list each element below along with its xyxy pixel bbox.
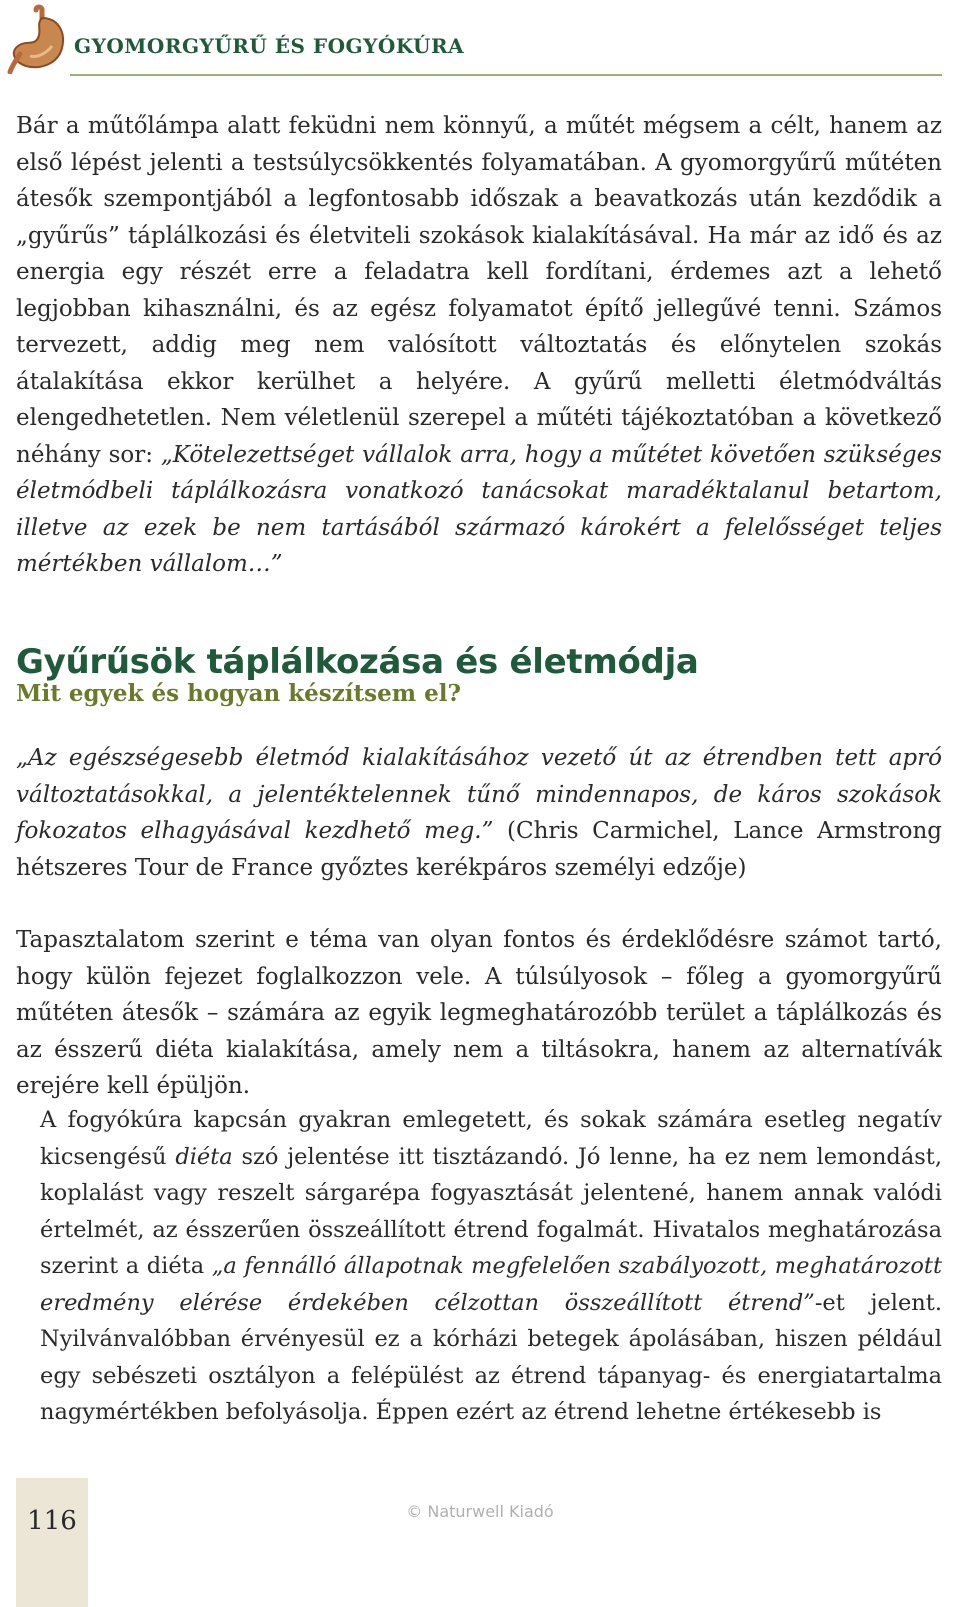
quote-paragraph xyxy=(16,740,942,886)
publisher-credit: © Naturwell Kiadó xyxy=(406,1502,554,1521)
intro-text: Bár a műtőlámpa alatt feküdni nem könnyű, a műtét mégsem a célt, hanem az első lépést jelenti a testsúlycsökkentés folyamatában. A gyomorgyűrű műtéten átesők szempontjából a legfontosabb időszak a beavatkozás után kezdődik a „gyűrűs” táplálkozási és életviteli szokások kialakításával. Ha már az idő és az energia egy részét erre a feladatra kell fordítani, érdemes azt a lehető legjobban kihasználni, és az egész folyamatot építő jellegűvé tenni. Számos tervezett, addig meg nem valósított változtatás és előnytelen szokás átalakítása ekkor kerülhet a helyére. A gyűrű melletti életmódváltás elengedhetetlen. Nem véletlenül szerepel a műtéti tájékoztatóban a következő néhány sor: xyxy=(16,113,942,468)
paragraph-3 xyxy=(40,1102,942,1431)
paragraph-3-block xyxy=(16,1102,942,1431)
page-header xyxy=(0,0,960,80)
paragraph-2: Tapasztalatom szerint e téma van olyan fontos és érdeklődésre számot tartó, hogy külön fejezet foglalkozzon vele. A túlsúlyosok – főleg a gyomorgyűrű műtéten átesők – számára az egyik legmeghatározóbb terület a táplálkozás és az ésszerű diéta kialakítása, amely nem a tiltásokra, hanem az alternatívák erejére kell épüljön. xyxy=(16,927,942,1099)
page-number-box xyxy=(16,1478,88,1607)
paragraph-2-block xyxy=(16,922,942,1105)
quote-block xyxy=(16,740,942,886)
paragraph-3-italic-word: diéta xyxy=(175,1143,233,1170)
paragraph-3-part2: szó jelentése itt tisztázandó. Jó lenne, ha ez nem lemondást, koplalást vagy reszelt sárgarépa fogyasztását jelentené, hanem annak valódi értelmét, az ésszerűen összeállított étrend fogalmát. Hivatalos meghatározása szerint a diéta xyxy=(40,1143,942,1279)
intro-italic-quote: „Kötelezettséget vállalok arra, hogy a műtétet követően szükséges életmódbeli táplálkozásra vonatkozó tanácsokat maradéktalanul betartom, illetve az ezek be nem tartásából származó károkért a felelősséget teljes mértékben vállalom…” xyxy=(16,441,942,577)
section-title: Gyűrűsök táplálkozása és életmódja xyxy=(16,642,699,682)
paragraph-3-part1: A fogyókúra kapcsán gyakran emlegetett, és sokak számára esetleg negatív kicsengésű xyxy=(40,1107,942,1170)
quote-attribution: (Chris Carmichel, Lance Armstrong hétszeres Tour de France győztes kerékpáros személyi edzője) xyxy=(16,818,942,881)
header-divider xyxy=(70,74,942,76)
page-number: 116 xyxy=(27,1506,77,1536)
stomach-icon xyxy=(6,4,70,74)
intro-paragraph xyxy=(16,108,942,583)
paragraph-3-italic-definition: „a fennálló állapotnak megfelelően szabályozott, meghatározott eredmény elérése érdekében célzottan összeállított étrend” xyxy=(40,1253,942,1316)
section-subtitle: Mit egyek és hogyan készítsem el? xyxy=(16,680,461,707)
paragraph-3-part3: -et jelent. Nyilvánvalóbban érvényesül ez a kórházi betegek ápolásában, hiszen például egy sebészeti osztályon a felépülést az étrend tápanyag- és energiatartalma nagymértékben befolyásolja. Éppen ezért az étrend lehetne értékesebb is xyxy=(40,1289,942,1425)
quote-italic: „Az egészségesebb életmód kialakításához vezető út az étrendben tett apró változtatásokkal, a jelentéktelennek tűnő mindennapos, de káros szokások fokozatos elhagyásával kezdhető meg.” xyxy=(16,745,942,844)
running-head: GYOMORGYŰRŰ ÉS FOGYÓKÚRA xyxy=(74,34,465,58)
intro-block xyxy=(16,108,942,583)
